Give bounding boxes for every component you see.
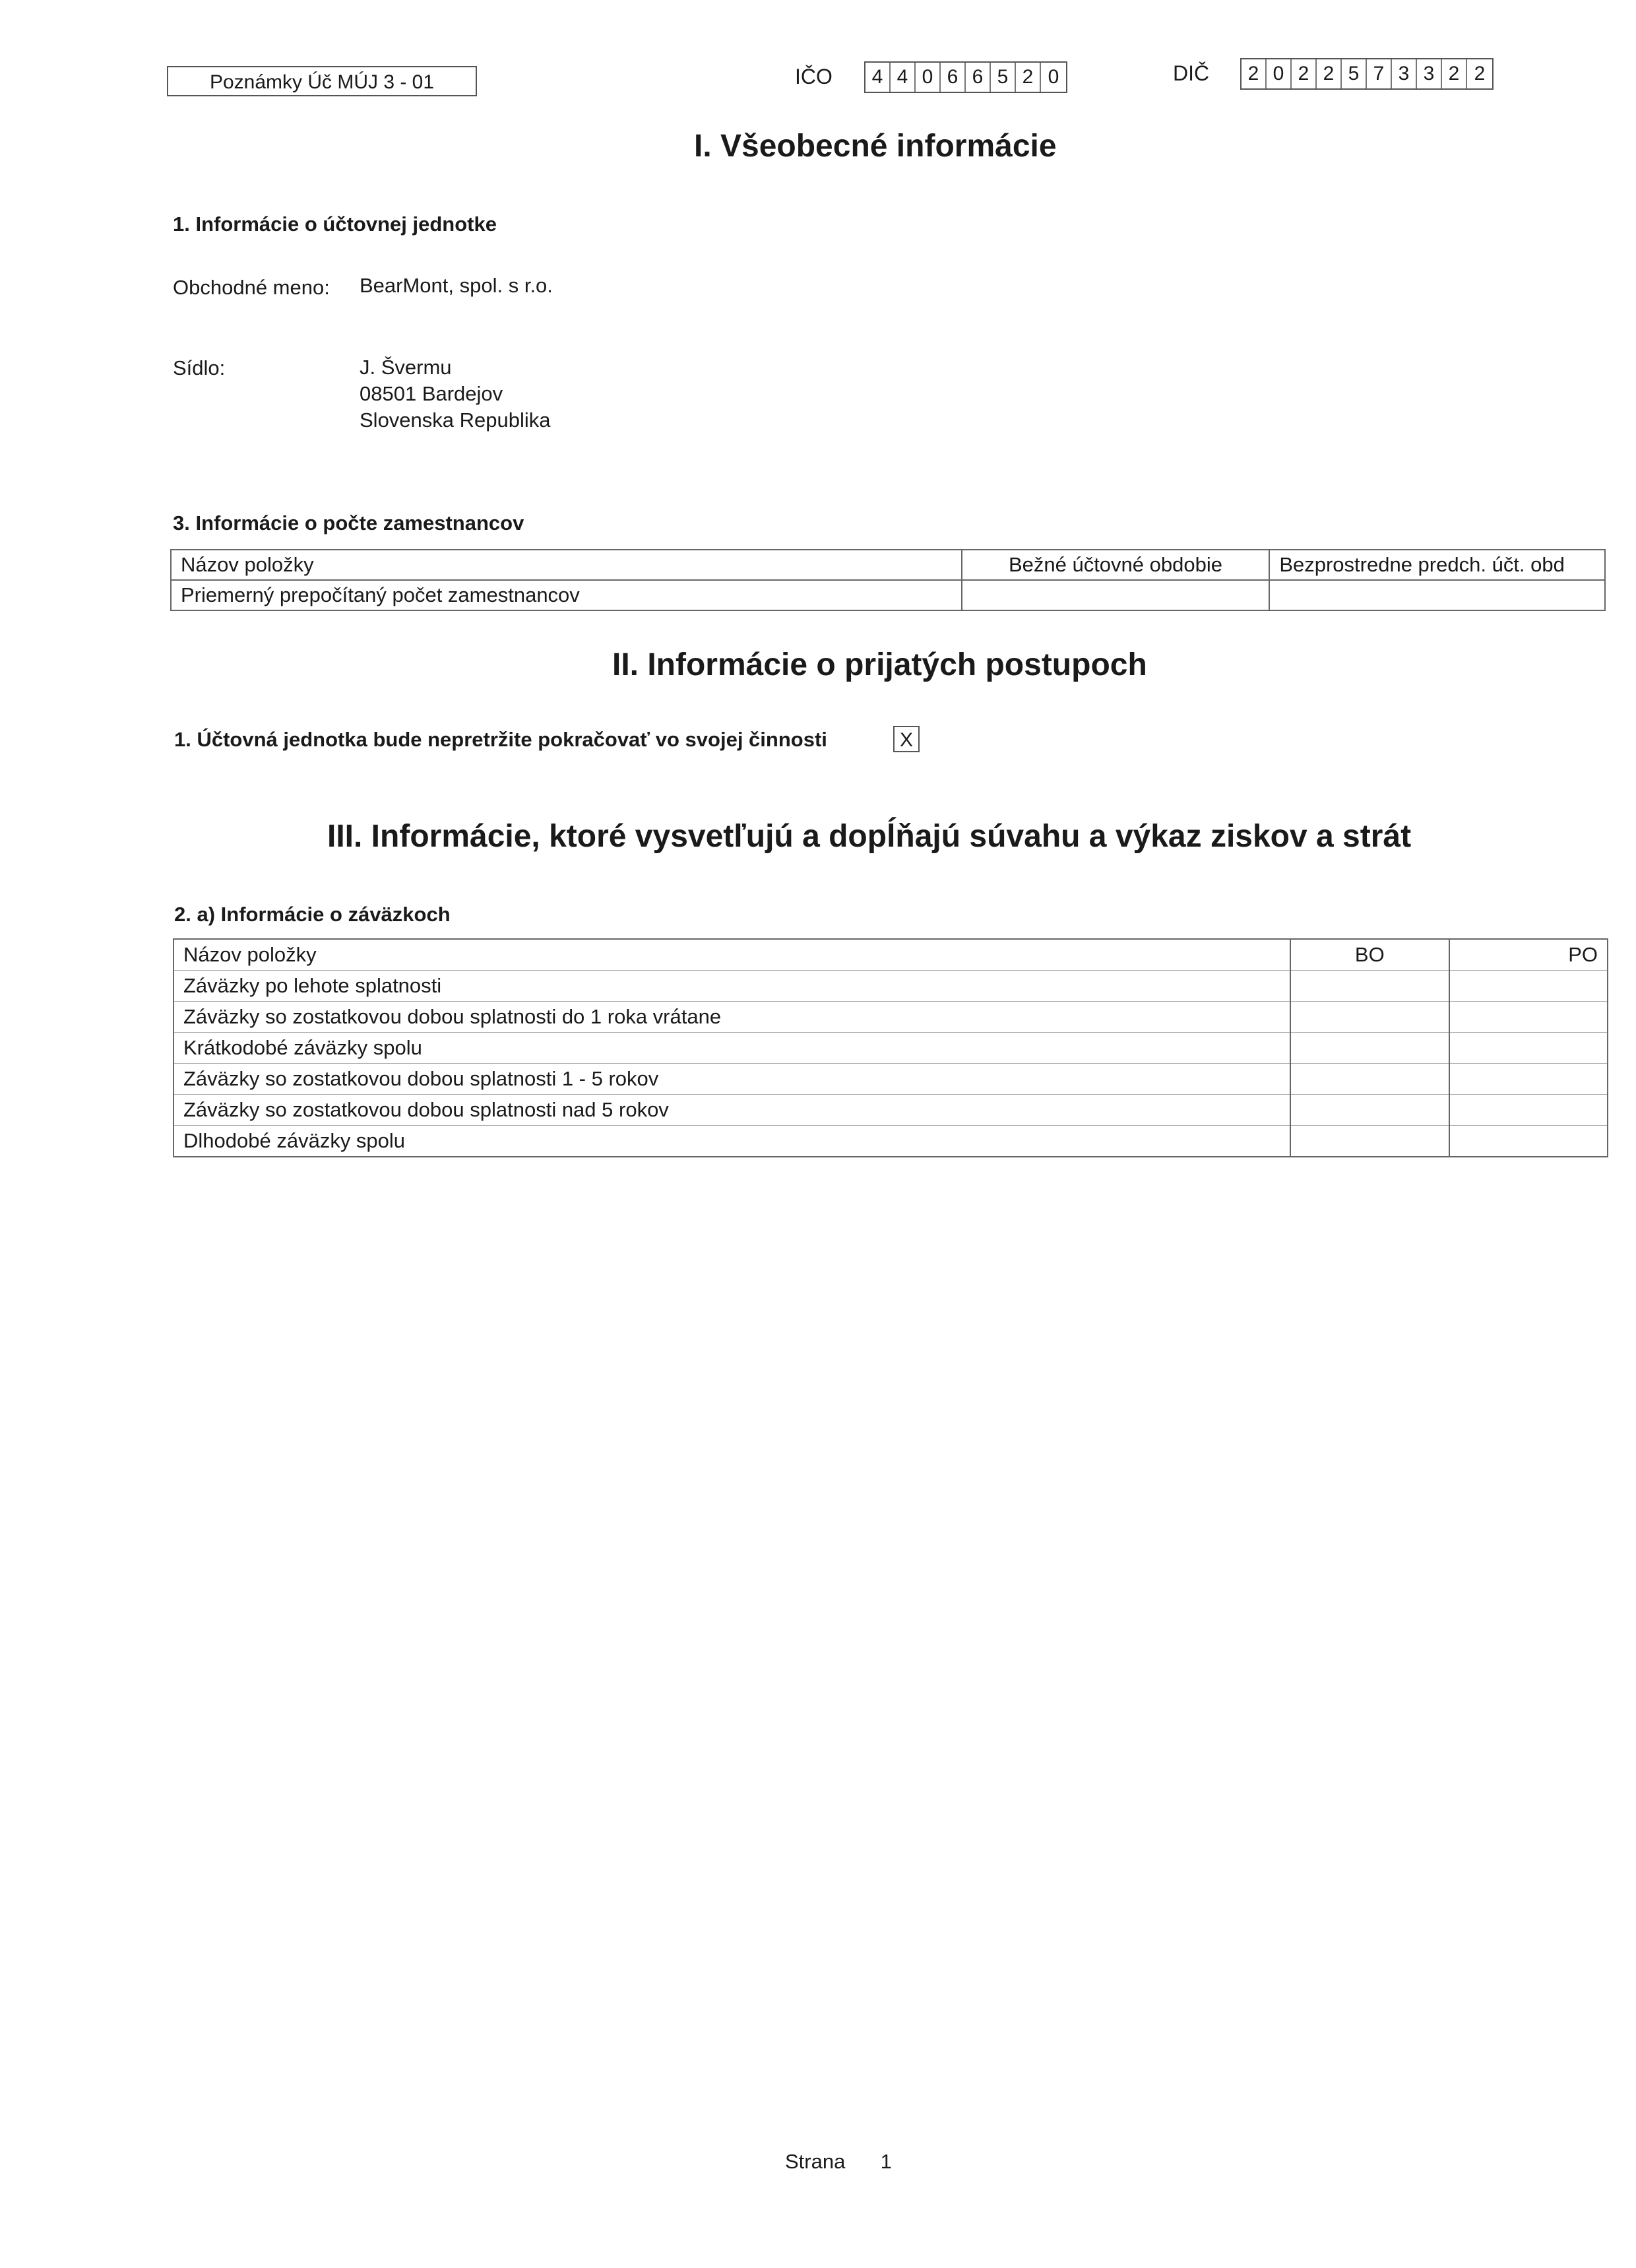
seat-street: J. Švermu	[360, 356, 452, 379]
row-bo-value	[1290, 1064, 1449, 1095]
row-bo-value	[1290, 971, 1449, 1002]
ico-digit: 0	[916, 63, 941, 92]
employees-heading: 3. Informácie o počte zamestnancov	[173, 511, 524, 535]
ico-digit: 5	[991, 63, 1016, 92]
liabilities-heading: 2. a) Informácie o záväzkoch	[174, 903, 451, 926]
ico-digit: 2	[1016, 63, 1041, 92]
row-item-name: Záväzky so zostatkovou dobou splatnosti 1 - 5 rokov	[173, 1064, 1290, 1095]
row-current-value	[962, 580, 1270, 610]
table-row	[173, 971, 1608, 1002]
table-header-row	[171, 550, 1605, 580]
table-row	[171, 580, 1605, 610]
form-code: Poznámky Úč MÚJ 3 - 01	[167, 66, 477, 96]
ico-digits	[864, 61, 1067, 93]
col-header-current-period: Bežné účtovné obdobie	[962, 550, 1270, 580]
going-concern-text: 1. Účtovná jednotka bude nepretržite pokračovať vo svojej činnosti	[174, 728, 827, 751]
ico-digit: 0	[1048, 66, 1059, 88]
seat-city: 08501 Bardejov	[360, 382, 503, 405]
seat-label: Sídlo:	[173, 356, 226, 379]
row-po-value	[1449, 1033, 1608, 1064]
row-po-value	[1449, 971, 1608, 1002]
section-1-title: I. Všeobecné informácie	[694, 129, 1057, 164]
ico-label: IČO	[795, 65, 833, 88]
row-item-name: Záväzky so zostatkovou dobou splatnosti nad 5 rokov	[173, 1095, 1290, 1126]
row-item-name: Záväzky po lehote splatnosti	[173, 971, 1290, 1002]
table-row	[173, 1033, 1608, 1064]
dic-digit: 2	[1242, 59, 1267, 88]
row-bo-value	[1290, 1033, 1449, 1064]
ico-digit: 4	[865, 63, 891, 92]
ico-digit: 4	[891, 63, 916, 92]
row-item-name: Záväzky so zostatkovou dobou splatnosti do 1 roka vrátane	[173, 1002, 1290, 1033]
row-po-value	[1449, 1002, 1608, 1033]
dic-label: DIČ	[1173, 61, 1210, 85]
table-row	[173, 1064, 1608, 1095]
going-concern-checkbox[interactable]: X	[893, 726, 920, 752]
dic-digits	[1240, 58, 1494, 90]
row-bo-value	[1290, 1002, 1449, 1033]
dic-digit: 7	[1367, 59, 1392, 88]
ico-digit: 6	[941, 63, 966, 92]
row-item-name: Krátkodobé záväzky spolu	[173, 1033, 1290, 1064]
row-item-name: Priemerný prepočítaný počet zamestnancov	[171, 580, 962, 610]
row-po-value	[1449, 1064, 1608, 1095]
row-bo-value	[1290, 1126, 1449, 1157]
ico-digit: 6	[966, 63, 991, 92]
business-name-value: BearMont, spol. s r.o.	[360, 274, 553, 297]
col-header-po: PO	[1449, 939, 1608, 971]
col-header-item-name: Názov položky	[171, 550, 962, 580]
liabilities-table	[173, 938, 1608, 1157]
dic-digit: 3	[1417, 59, 1442, 88]
seat-address	[360, 354, 551, 434]
employees-table	[170, 549, 1606, 611]
col-header-bo: BO	[1290, 939, 1449, 971]
dic-digit: 0	[1267, 59, 1292, 88]
seat-country: Slovenska Republika	[360, 408, 551, 432]
dic-digit: 2	[1474, 63, 1486, 84]
page-footer	[785, 2150, 892, 2174]
row-previous-value	[1269, 580, 1605, 610]
row-bo-value	[1290, 1095, 1449, 1126]
dic-digit: 5	[1342, 59, 1367, 88]
entity-info-heading: 1. Informácie o účtovnej jednotke	[173, 212, 497, 236]
dic-digit: 2	[1292, 59, 1317, 88]
row-po-value	[1449, 1095, 1608, 1126]
page-label: Strana	[785, 2150, 846, 2173]
page-number: 1	[880, 2150, 892, 2173]
dic-digit: 3	[1392, 59, 1417, 88]
row-po-value	[1449, 1126, 1608, 1157]
section-3-title: III. Informácie, ktoré vysvetľujú a dopĺňajú súvahu a výkaz ziskov a strát	[327, 819, 1412, 854]
row-item-name: Dlhodobé záväzky spolu	[173, 1126, 1290, 1157]
col-header-previous-period: Bezprostredne predch. účt. obd	[1269, 550, 1605, 580]
dic-digit: 2	[1442, 59, 1467, 88]
dic-digit: 2	[1317, 59, 1342, 88]
table-row	[173, 1126, 1608, 1157]
table-row	[173, 1095, 1608, 1126]
table-header-row	[173, 939, 1608, 971]
section-2-title: II. Informácie o prijatých postupoch	[612, 647, 1147, 682]
col-header-item-name: Názov položky	[173, 939, 1290, 971]
table-row	[173, 1002, 1608, 1033]
business-name-label: Obchodné meno:	[173, 276, 330, 299]
